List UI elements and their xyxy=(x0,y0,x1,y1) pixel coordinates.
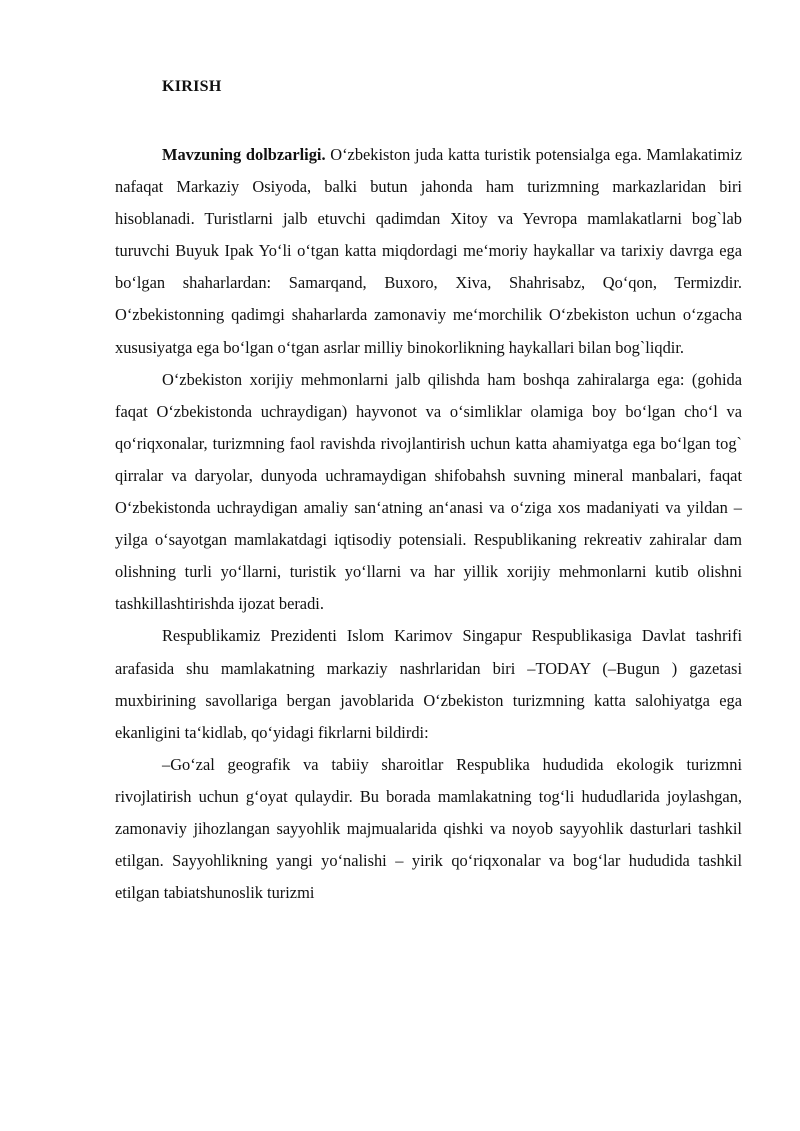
paragraph-president: Respublikamiz Prezidenti Islom Karimov Singapur Respublikasiga Davlat tashrifi arafasida shu mamlakatning markaziy nashrlaridan biri –TODAY (–Bugun ) gazetasi muxbirining savollariga bergan javoblarida O‘zbekiston turizmning katta salohiyatga ega ekanligini ta‘kidlab, qo‘yidagi fikrlarni bildirdi: xyxy=(115,626,742,742)
paragraph-text: O‘zbekiston juda katta turistik potensialga ega. Mamlakatimiz nafaqat Markaziy Osiyoda, balki butun jahonda ham turizmning markazlaridan biri hisoblanadi. Turistlarni jalb etuvchi qadimdan Xitoy va Yevropa mamlakatlarni bog`lab turuvchi Buyuk Ipak Yo‘li o‘tgan katta miqdordagi me‘moriy haykallar va tarixiy davrga ega bo‘lgan shaharlardan: Samarqand, Buxoro, Xiva, Shahrisabz, Qo‘qon, Termizdir. O‘zbekistonning qadimgi shaharlarda zamonaviy me‘morchilik O‘zbekiston uchun o‘zgacha xususiyatga ega bo‘lgan o‘tgan asrlar milliy binokorlikning haykallari bilan bog`liqdir. xyxy=(115,145,742,357)
section-heading: KIRISH xyxy=(162,78,222,95)
paragraph-relevance xyxy=(115,139,742,364)
document-body xyxy=(115,139,742,909)
paragraph-resources: O‘zbekiston xorijiy mehmonlarni jalb qilishda ham boshqa zahiralarga ega: (gohida faqat O‘zbekistonda uchraydigan) hayvonot va o‘simliklar olamiga boy bo‘lgan cho‘l va qo‘riqxonalar, turizmning faol ravishda rivojlantirish uchun katta ahamiyatga ega bo‘lgan tog` qirralar va daryolar, dunyoda uchramaydigan shifobahsh suvning mineral manbalari, faqat O‘zbekistonda uchraydigan amaliy san‘atning an‘anasi va o‘ziga xos madaniyati va yildan – yilga o‘sayotgan mamlakatdagi iqtisodiy potensiali. Respublikaning rekreativ zahiralar dam olishning turli yo‘llarni, turistik yo‘llarni va har yillik xorijiy mehmonlarni kutib olishni tashkillashtirishda ijozat beradi. xyxy=(115,369,742,614)
paragraph-lead: Mavzuning dolbzarligi. xyxy=(162,145,326,164)
paragraph-quote: –Go‘zal geografik va tabiiy sharoitlar Respublika hududida ekologik turizmni rivojlatirish uchun g‘oyat qulaydir. Bu borada mamlakatning tog‘li hududlarida joylashgan, zamonaviy jihozlangan sayyohlik majmualarida qishki va noyob sayyohlik dasturlari tashkil etilgan. Sayyohlikning yangi yo‘nalishi – yirik qo‘riqxonalar va bog‘lar hududida tashkil etilgan tabiatshunoslik turizmi xyxy=(115,754,742,903)
